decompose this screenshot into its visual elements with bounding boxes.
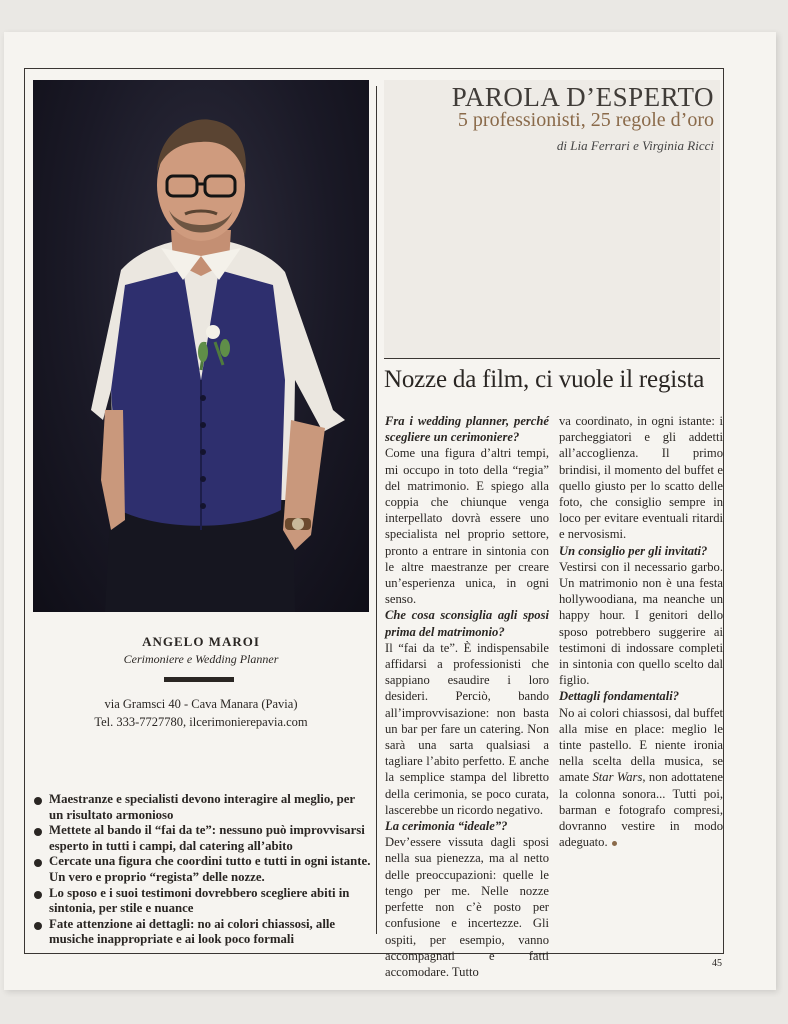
- answer-1: Come una figura d’altri tempi, mi occupo in toto della “regia” del matrimonio. E spiego alla coppia che chiunque venga interpellato dovrà essere uno specialista nel proprio settore, pronto a entrare in sintonia con le altre maestranze per creare un’esperienza unica, in ogni senso.: [385, 446, 549, 607]
- tips-list: [32, 792, 372, 948]
- article-column-1: [385, 413, 549, 980]
- profile-address: via Gramsci 40 - Cava Manara (Pavia): [104, 697, 298, 711]
- question-4: Un consiglio per gli invitati?: [559, 543, 708, 558]
- tip-item: Maestranze e specialisti devono interagire al meglio, per un risultato armonioso: [32, 792, 372, 823]
- answer-3: Dev’essere vissuta dagli sposi nella sua pienezza, ma al netto delle preoccupazioni: quelle le tengo per me. Nelle nozze perfette non c’è posto per confusione e incertezze. Gli ospiti, per esempio, vanno accompagnati e fatti accomodare. Tutto: [385, 835, 549, 979]
- rubric-block: [452, 82, 714, 154]
- tip-item: Lo sposo e i suoi testimoni dovrebbero scegliere abiti in sintonia, per stile e nuance: [32, 886, 372, 917]
- profile-separator: [164, 677, 234, 682]
- profile-role: Cerimoniere e Wedding Planner: [123, 652, 279, 666]
- rubric-title: PAROLA D’ESPERTO: [451, 82, 714, 112]
- answer-5: [559, 705, 723, 851]
- tip-item: Mettete al bando il “fai da te”: nessuno può improvvisarsi esperto in tutti i campi, dal catering all’abito: [32, 823, 372, 854]
- portrait-photo: [33, 80, 369, 612]
- article-title: Nozze da film, ci vuole il regista: [384, 366, 705, 393]
- question-5: Dettagli fondamentali?: [559, 689, 679, 704]
- end-mark: [612, 841, 617, 846]
- answer-5-title: Star Wars: [592, 770, 643, 785]
- byline: di Lia Ferrari e Virginia Ricci: [556, 138, 714, 153]
- answer-5-part-2: , non adottatene la colonna sonora... Tutti poi, barman e fotografo compresi, dovranno vestire in modo adeguato.: [559, 770, 723, 850]
- answer-2: Il “fai da te”. È indispensabile affidarsi a professionisti che sappiano esaudire i loro desideri. Perciò, bando all’improvvisazione: non basta un bar per fare un catering. Non sarà una sarta qualsiasi a tagliare l’abito perfetto. E anche la semplice stampa del libretto della cerimonia, se poco curata, lascerebbe un ricordo negativo.: [385, 640, 549, 817]
- question-1: Fra i wedding planner, perché scegliere un cerimoniere?: [385, 414, 549, 445]
- tip-item: Cercate una figura che coordini tutto e tutti in ogni istante. Un vero e proprio “regista” delle nozze.: [32, 854, 372, 885]
- tip-item: Fate attenzione ai dettagli: no ai colori chiassosi, alle musiche inappropriate e ai look poco formali: [32, 917, 372, 948]
- answer-5-part-1: No ai colori chiassosi, dal buffet alla mise en place: meglio le tinte pastello. E niente ironia nella scelta della musica, se amate: [559, 705, 723, 785]
- page-number: 45: [712, 958, 722, 969]
- question-2: Che cosa sconsiglia agli sposi prima del matrimonio?: [385, 608, 549, 639]
- column-divider: [376, 86, 377, 934]
- portrait-illustration: [33, 80, 369, 612]
- profile-name: ANGELO MAROI: [142, 634, 260, 649]
- profile-contact: Tel. 333-7727780, ilcerimonierepavia.com: [94, 715, 308, 729]
- question-3: La cerimonia “ideale”?: [385, 819, 508, 834]
- article-column-2: [559, 413, 723, 850]
- answer-4: Vestirsi con il necessario garbo. Un matrimonio non è una festa hollywoodiana, ma neanche un happy hour. I genitori dello sposo potrebbero suggerire ai testimoni di indossare completi in sintonia con quello scelto dal figlio.: [559, 559, 723, 688]
- header-panel: [384, 80, 720, 359]
- answer-3-continued: va coordinato, in ogni istante: i parcheggiatori e gli addetti all’accoglienza. Il primo brindisi, il momento del buffet e quello giusto per lo scatto delle foto, che consiglio sempre in loco per evitare eventuali ritardi e nervosismi.: [559, 414, 723, 542]
- rubric-subtitle: 5 professionisti, 25 regole d’oro: [457, 109, 714, 131]
